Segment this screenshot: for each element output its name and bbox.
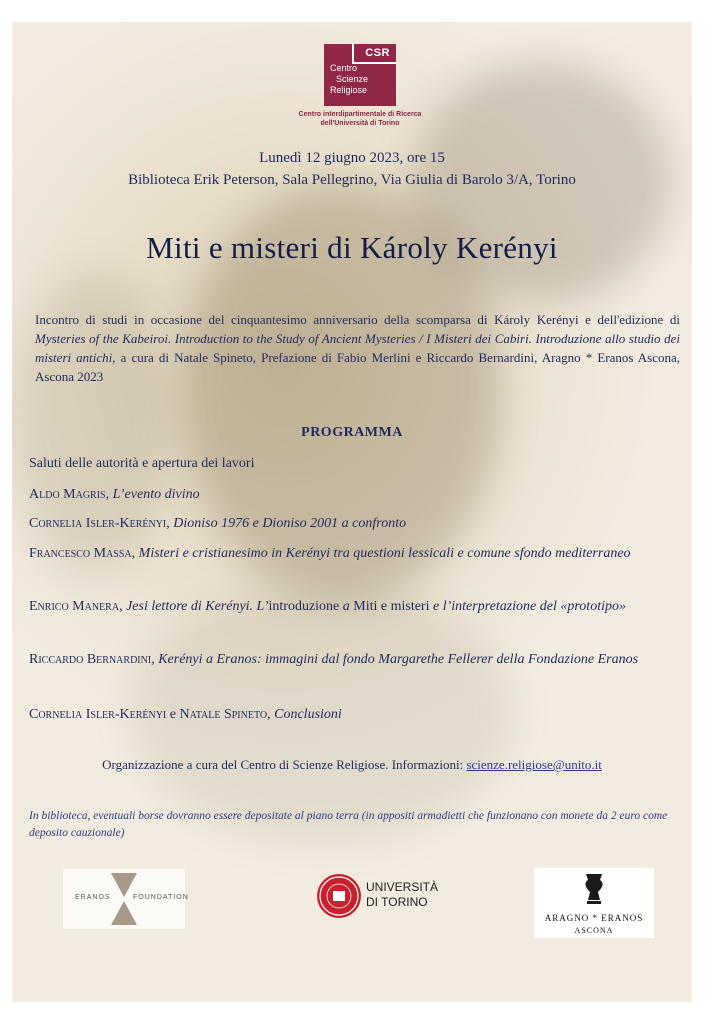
- foundation-label: FOUNDATION: [133, 894, 189, 901]
- talk-title: Conclusioni: [274, 707, 342, 722]
- logo-divider: [352, 44, 354, 64]
- talk-title: Misteri e cristianesimo in Kerényi tra questioni lessicali e comune sfondo mediterraneo: [138, 546, 631, 561]
- program-item: [29, 513, 679, 535]
- separator: ,: [267, 707, 275, 722]
- event-poster: [12, 22, 692, 1002]
- program-item: [29, 596, 679, 618]
- talk-title-part: a: [342, 599, 354, 614]
- library-note: In biblioteca, eventuali borse dovranno essere depositate al piano terra (in appositi armadietti che funzionano con monete da 2 euro come deposito cauzionale): [29, 810, 668, 839]
- email-link[interactable]: scienze.religiose@unito.it: [466, 757, 602, 772]
- speaker-name: Natale Spineto: [179, 707, 268, 722]
- speaker-name: Enrico Manera: [29, 599, 120, 614]
- csr-name: [330, 63, 368, 96]
- book-title: Mysteries of the Kabeiroi. Introduction to the Study of Ancient Mysteries / I Misteri dei Cabiri. Introduzione allo studio dei misteri antichi: [35, 331, 680, 365]
- csr-subtitle-line2: dell'Università di Torino: [320, 120, 400, 127]
- organization-text: Organizzazione a cura del Centro di Scienze Religiose. Informazioni:: [102, 757, 467, 772]
- event-date: Lunedì 12 giugno 2023, ore 15: [259, 150, 445, 166]
- program-item: [29, 484, 679, 506]
- program-item: [29, 704, 679, 726]
- event-title: Miti e misteri di Károly Kerényi: [146, 230, 558, 265]
- talk-title-part: e l’interpretazione del «prototipo»: [432, 599, 626, 614]
- csr-logo-icon: [324, 44, 396, 106]
- aragno-vase-icon: [534, 870, 654, 910]
- speaker-name: Aldo Magris: [29, 487, 106, 502]
- csr-name-line3: Religiose: [330, 85, 368, 95]
- csr-abbr: CSR: [365, 47, 390, 59]
- talk-title: L’evento divino: [112, 487, 200, 502]
- separator: ,: [166, 516, 174, 531]
- talk-title-part: introduzione: [268, 599, 343, 614]
- speaker-name: Cornelia Isler-Kerényi: [29, 707, 167, 722]
- intro-text-end: , a cura di Natale Spineto, Prefazione di Fabio Merlini e Riccardo Bernardini, Aragno * Eranos Ascona, Ascona 2023: [35, 350, 681, 384]
- program-item: [29, 543, 679, 565]
- eranos-foundation-logo: [63, 869, 189, 929]
- talk-title: Kerényi a Eranos: immagini dal fondo Margarethe Fellerer della Fondazione Eranos: [158, 652, 639, 667]
- talk-title: Jesi lettore di Kerényi. L’: [126, 599, 269, 614]
- aragno-eranos-logo: [534, 868, 654, 938]
- unito-line1: UNIVERSITÀ: [366, 880, 439, 894]
- speaker-name: Cornelia Isler-Kerényi: [29, 516, 167, 531]
- talk-title-part: Miti e misteri: [353, 599, 433, 614]
- unito-seal-graphic: [317, 874, 361, 918]
- talk-title: Dioniso 1976 e Dioniso 2001 a confronto: [173, 516, 407, 531]
- conjunction: e: [166, 707, 180, 722]
- unito-seal-icon: [317, 874, 361, 918]
- program-item: [29, 649, 679, 671]
- intro-text: Incontro di studi in occasione del cinquantesimo anniversario della scomparsa di Károly Kerényi e dell'edizione di: [35, 312, 680, 327]
- separator: ,: [119, 599, 127, 614]
- eranos-label: ERANOS: [75, 894, 111, 901]
- aragno-line1: ARAGNO * ERANOS: [544, 913, 644, 923]
- event-venue: Biblioteca Erik Peterson, Sala Pellegrino, Via Giulia di Barolo 3/A, Torino: [128, 172, 576, 188]
- csr-subtitle-line1: Centro interdipartimentale di Ricerca: [298, 111, 422, 118]
- intro-paragraph: [35, 310, 680, 386]
- speaker-name: Francesco Massa: [29, 546, 132, 561]
- csr-name-line2: Scienze: [336, 74, 369, 84]
- unito-line2: DI TORINO: [366, 895, 428, 909]
- csr-subtitle: [262, 110, 458, 128]
- speaker-name: Riccardo Bernardini: [29, 652, 152, 667]
- programma-heading: PROGRAMMA: [301, 425, 403, 440]
- separator: ,: [151, 652, 159, 667]
- program-opening: Saluti delle autorità e apertura dei lavori: [29, 456, 255, 471]
- aragno-line2: ASCONA: [574, 926, 614, 935]
- csr-name-line1: Centro: [330, 63, 358, 73]
- separator: ,: [105, 487, 113, 502]
- separator: ,: [131, 546, 139, 561]
- organization-info: [12, 757, 692, 773]
- unito-wordmark: [366, 880, 438, 910]
